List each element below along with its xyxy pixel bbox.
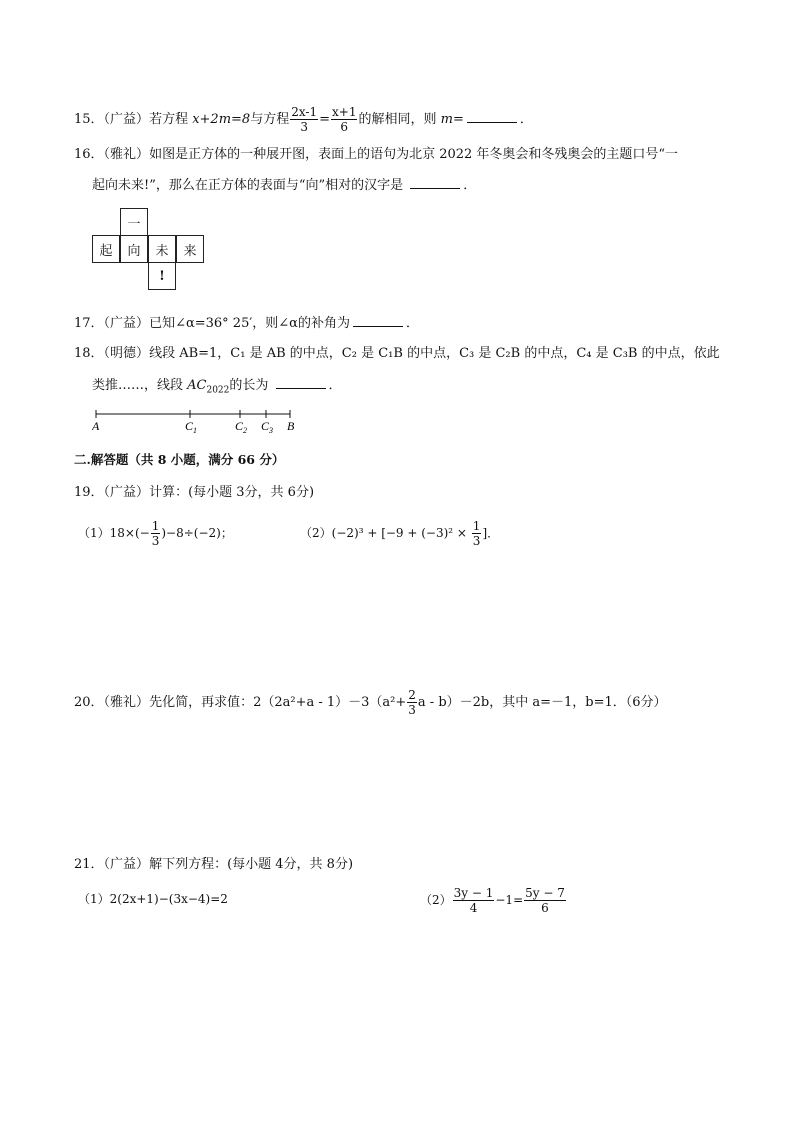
question-19-part1: （1）18×(− $\frac{1}{3}$ )−8÷(−2)；	[78, 519, 233, 548]
question-source: （雅礼）	[103, 695, 150, 710]
fraction: $\frac{1}{3}$	[472, 519, 481, 548]
question-source: （广益）	[103, 316, 150, 331]
cube-face: 一	[120, 208, 148, 236]
question-20: 20．（雅礼）先化简，再求值：2（2a²+a - 1）－3（a²+ $\frac{2}{3}$ a - b）－2b，其中 a=－1，b=1．（6分）	[74, 688, 667, 717]
question-15: 15．（广益）若方程 x+2m=8与方程 $\frac{2x-1}{3}$ = $\frac{x+1}{6}$ 的解相同，则 m= ．	[74, 105, 533, 134]
question-17: 17．（广益）已知∠α=36° 25′，则∠α的补角为 ．	[74, 316, 419, 331]
question-source: （广益）	[103, 857, 150, 872]
question-number: 21．	[74, 857, 104, 872]
question-18-line1: 18．（明德）线段 AB=1，C₁ 是 AB 的中点，C₂ 是 C₁B 的中点，C₃ 是 C₂B 的中点，C₄ 是 C₃B 的中点，依此	[74, 346, 720, 361]
question-source: （明德）	[103, 346, 150, 361]
label-c3: $C_3$	[261, 419, 274, 433]
question-source: （广益）	[103, 485, 150, 500]
answer-blank[interactable]	[467, 110, 517, 123]
question-21-part1: （1）2(2x+1)−(3x−4)=2	[78, 892, 228, 906]
fraction: $\frac{5y - 7}{6}$	[525, 886, 565, 915]
question-source: （雅礼）	[103, 147, 150, 162]
cube-face: !	[148, 262, 176, 290]
fraction: $\frac{2x-1}{3}$	[291, 105, 318, 134]
fraction: $\frac{1}{3}$	[151, 519, 160, 548]
fraction: $\frac{x+1}{6}$	[332, 105, 357, 134]
cube-face: 向	[120, 235, 148, 263]
cube-face: 未	[148, 235, 176, 263]
cube-face: 来	[176, 235, 204, 263]
question-19: 19．（广益）计算：(每小题 3分，共 6分)	[74, 485, 315, 500]
question-number: 15．	[74, 112, 104, 127]
segment-figure	[92, 407, 312, 433]
cube-net-figure	[92, 208, 212, 298]
question-number: 16．	[74, 147, 104, 162]
label-c1: $C_1$	[185, 419, 198, 433]
answer-blank[interactable]	[410, 176, 460, 189]
question-number: 20．	[74, 695, 104, 710]
question-number: 17．	[74, 316, 104, 331]
question-19-part2: （2）(−2)³ + [−9 + (−3)² × $\frac{1}{3}$ ]．	[300, 519, 500, 548]
question-21: 21．（广益）解下列方程：(每小题 4分，共 8分)	[74, 857, 354, 872]
question-16-line2: 起向未来!”，那么在正方体的表面与“向”相对的汉字是 ．	[92, 178, 477, 193]
cube-face: 起	[92, 235, 120, 263]
label-c2: $C_2$	[235, 419, 248, 433]
question-number: 19．	[74, 485, 104, 500]
fraction: $\frac{2}{3}$	[408, 688, 416, 717]
answer-blank[interactable]	[276, 376, 326, 389]
label-b: B	[287, 419, 295, 433]
question-source: （广益）	[103, 112, 150, 127]
label-a: A	[92, 419, 100, 433]
question-21-part2: （2） $\frac{3y - 1}{4}$ −1= $\frac{5y - 7}{6}$	[420, 886, 565, 915]
question-number: 18．	[74, 346, 104, 361]
fraction: $\frac{3y - 1}{4}$	[453, 886, 494, 915]
question-16-line1: 16．（雅礼）如图是正方体的一种展开图，表面上的语句为北京 2022 年冬奥会和冬残奥会的主题口号“一	[74, 147, 679, 162]
question-18-line2: 类推……，线段 $AC_{2022}$的长为 ．	[92, 378, 342, 396]
section-heading: 二.解答题（共 8 小题，满分 66 分）	[74, 452, 285, 467]
answer-blank[interactable]	[353, 314, 403, 327]
